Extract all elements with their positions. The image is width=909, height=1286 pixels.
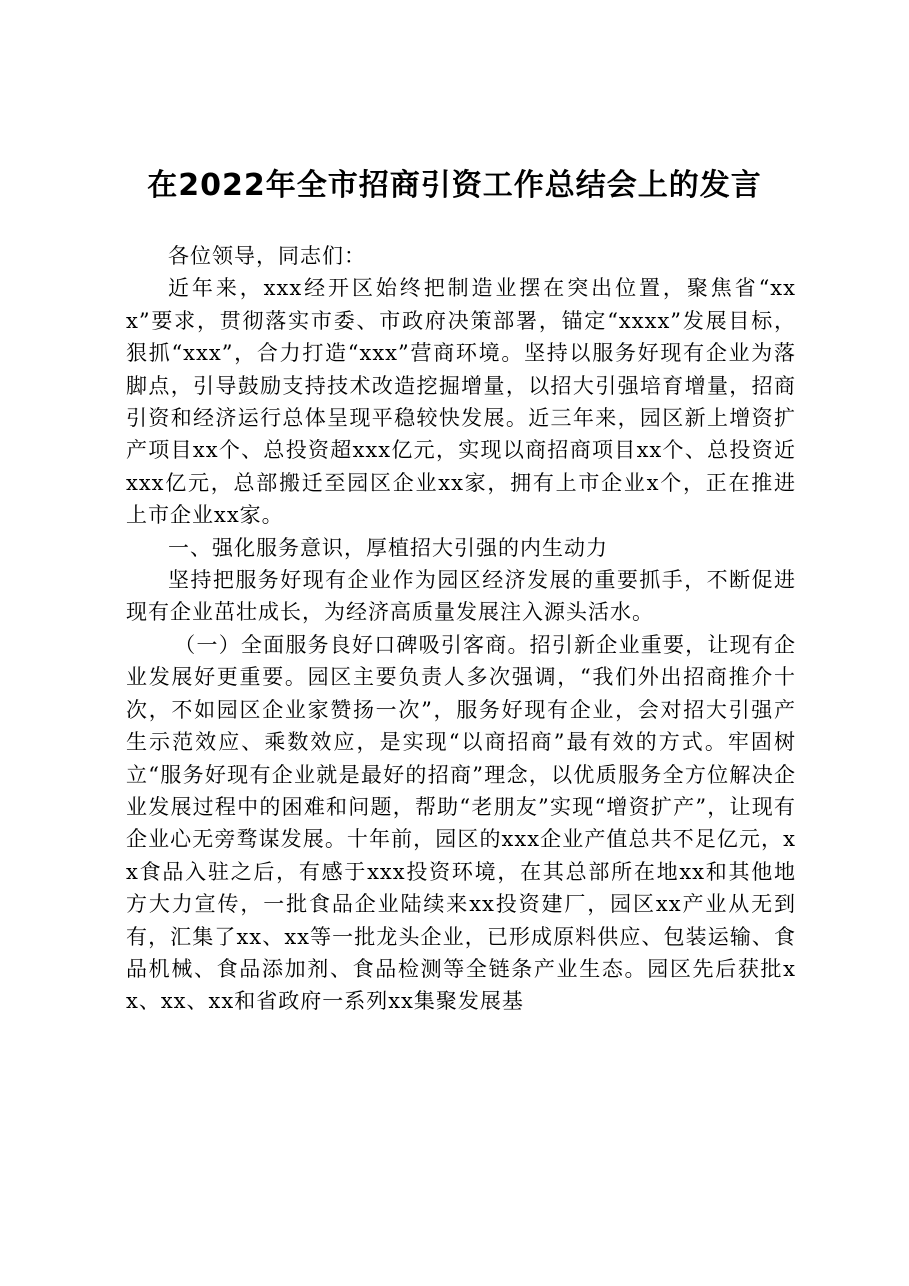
section-1-paragraph: 坚持把服务好现有企业作为园区经济发展的重要抓手，不断促进现有企业茁壮成长，为经济高质量发展注入源头活水。: [126, 568, 796, 625]
subsection-1-paragraph: （一）全面服务良好口碑吸引客商。招引新企业重要，让现有企业发展好更重要。园区主要负责人多次强调，“我们外出招商推介十次，不如园区企业家赞扬一次”，服务好现有企业，会对招大引强产生示范效应、乘数效应，是实现“以商招商”最有效的方式。牢固树立“服务好现有企业就是最好的招商”理念，以优质服务全方位解决企业发展过程中的困难和问题，帮助“老朋友”实现“增资扩产”，让现有企业心无旁骛谋发展。十年前，园区的xxx企业产值总共不足亿元，xx食品入驻之后，有感于xxx投资环境，在其总部所在地xx和其他地方大力宣传，一批食品企业陆续来xx投资建厂，园区xx产业从无到有，汇集了xx、xx等一批龙头企业，已形成原料供应、包装运输、食品机械、食品添加剂、食品检测等全链条产业生态。园区先后获批xx、xx、xx和省政府一系列xx集聚发展基: [126, 632, 796, 1014]
section-heading-1: 一、强化服务意识，厚植招大引强的内生动力: [168, 535, 608, 560]
intro-paragraph: 近年来，xxx经开区始终把制造业摆在突出位置，聚焦省“xxx”要求，贯彻落实市委、市政府决策部署，锚定“xxxx”发展目标，狠抓“xxx”，合力打造“xxx”营商环境。坚持以服务好现有企业为落脚点，引导鼓励支持技术改造挖掘增量，以招大引强培育增量，招商引资和经济运行总体呈现平稳较快发展。近三年来，园区新上增资扩产项目xx个、总投资超xxx亿元，实现以商招商项目xx个、总投资近xxx亿元，总部搬迁至园区企业xx家，拥有上市企业x个，正在推进上市企业xx家。: [126, 276, 796, 528]
document-title: 在2022年全市招商引资工作总结会上的发言: [147, 168, 762, 203]
salutation-paragraph: 各位领导，同志们：: [168, 244, 366, 268]
document-body: [126, 240, 796, 1018]
